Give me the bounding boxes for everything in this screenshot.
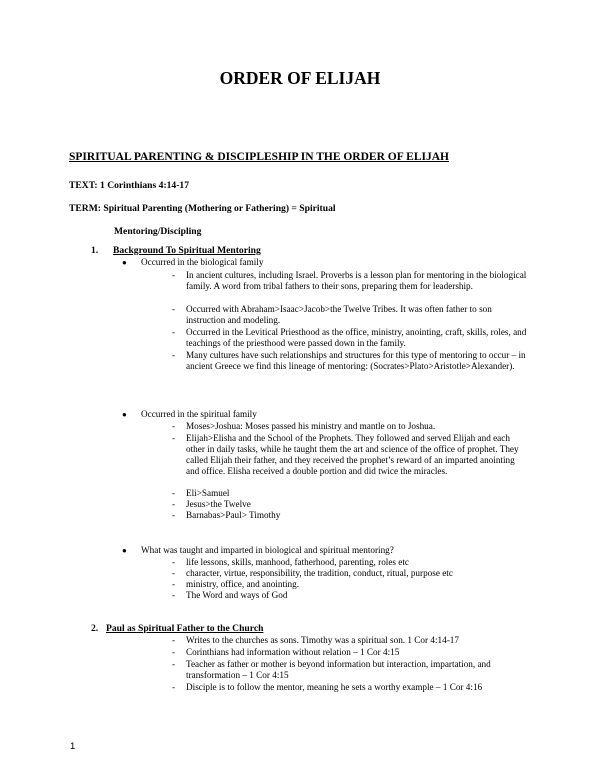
dash-icon: - [172,557,176,567]
text-reference: TEXT: 1 Corinthians 4:14-17 [69,180,190,191]
dash-icon: - [172,635,176,645]
section-1-number: 1. [91,245,99,256]
bullet-2-dash-2: Elijah>Elisha and the School of the Prophets. They followed and served Elijah and each other in daily tasks, while he taught them the art and science of the office of prophet. They called Elijah their father, and they received the prophet’s reward of an imparted anointing and office. Elisha received a double portion and did twice the miracles. [186,433,519,476]
dash-icon: - [172,510,176,520]
dash-icon: - [172,421,176,431]
term-definition: TERM: Spiritual Parenting (Mothering or Fathering) = Spiritual [69,203,336,214]
dash-icon: - [172,327,176,337]
dash-icon: - [172,647,176,657]
bullet-icon: ● [122,410,127,419]
bullet-3-dash-2: character, virtue, responsibility, the tradition, conduct, ritual, purpose etc [186,568,453,578]
section-1-title: Background To Spiritual Mentoring [113,245,261,256]
dash-icon: - [172,568,176,578]
dash-icon: - [172,304,176,314]
section-2-dash-4: Disciple is to follow the mentor, meaning he sets a worthy example – 1 Cor 4:16 [186,682,483,692]
section-2-title: Paul as Spiritual Father to the Church [106,623,264,634]
bullet-3-dash-3: ministry, office, and anointing. [186,579,300,589]
section-heading: SPIRITUAL PARENTING & DISCIPLESHIP IN THE ORDER OF ELIJAH [69,151,449,163]
section-2-dash-1: Writes to the churches as sons. Timothy was a spiritual son. 1 Cor 4:14-17 [186,635,459,645]
bullet-3-dash-1: life lessons, skills, manhood, fatherhood, parenting, roles etc [186,557,410,567]
page-number: 1 [70,741,76,752]
document-title: ORDER OF ELIJAH [219,68,381,88]
bullet-1-text: Occurred in the biological family [141,257,264,267]
dash-icon: - [172,682,176,692]
dash-icon: - [172,579,176,589]
section-2-dash-3: Teacher as father or mother is beyond information but interaction, impartation, and transformation – 1 Cor 4:15 [186,659,491,680]
bullet-3-text: What was taught and imparted in biological and spiritual mentoring? [141,545,394,555]
bullet-1-dash-2: Occurred with Abraham>Isaac>Jacob>the Twelve Tribes. It was often father to son instruction and modeling. [186,304,492,325]
dash-icon: - [172,590,176,600]
section-2-number: 2. [91,623,99,634]
section-2-dash-2: Corinthians had information without relation – 1 Cor 4:15 [186,647,400,657]
term-definition-continued: Mentoring/Discipling [114,226,202,237]
dash-icon: - [172,270,176,280]
bullet-1-dash-3: Occurred in the Levitical Priesthood as the office, ministry, anointing, craft, skills, roles, and teachings of the priesthood were passed down in the family. [186,327,527,348]
dash-icon: - [172,350,176,360]
bullet-2-dash-5: Barnabas>Paul> Timothy [186,510,281,520]
bullet-2-text: Occurred in the spiritual family [141,409,257,419]
bullet-2-dash-3: Eli>Samuel [186,488,230,498]
bullet-2-dash-4: Jesus>the Twelve [186,499,251,509]
dash-icon: - [172,499,176,509]
bullet-icon: ● [122,546,127,555]
bullet-1-dash-1: In ancient cultures, including Israel. Proverbs is a lesson plan for mentoring in the biological family. A word from tribal fathers to their sons, preparing them for leadership. [186,270,527,291]
dash-icon: - [172,433,176,443]
bullet-2-dash-1: Moses>Joshua: Moses passed his ministry and mantle on to Joshua. [186,421,436,431]
bullet-1-dash-4: Many cultures have such relationships and structures for this type of mentoring to occur – in ancient Greece we find this lineage of mentoring: (Socrates>Plato>Aristotle>Alexander). [186,350,526,371]
bullet-3-dash-4: The Word and ways of God [186,590,288,600]
dash-icon: - [172,488,176,498]
bullet-icon: ● [122,258,127,267]
dash-icon: - [172,659,176,669]
